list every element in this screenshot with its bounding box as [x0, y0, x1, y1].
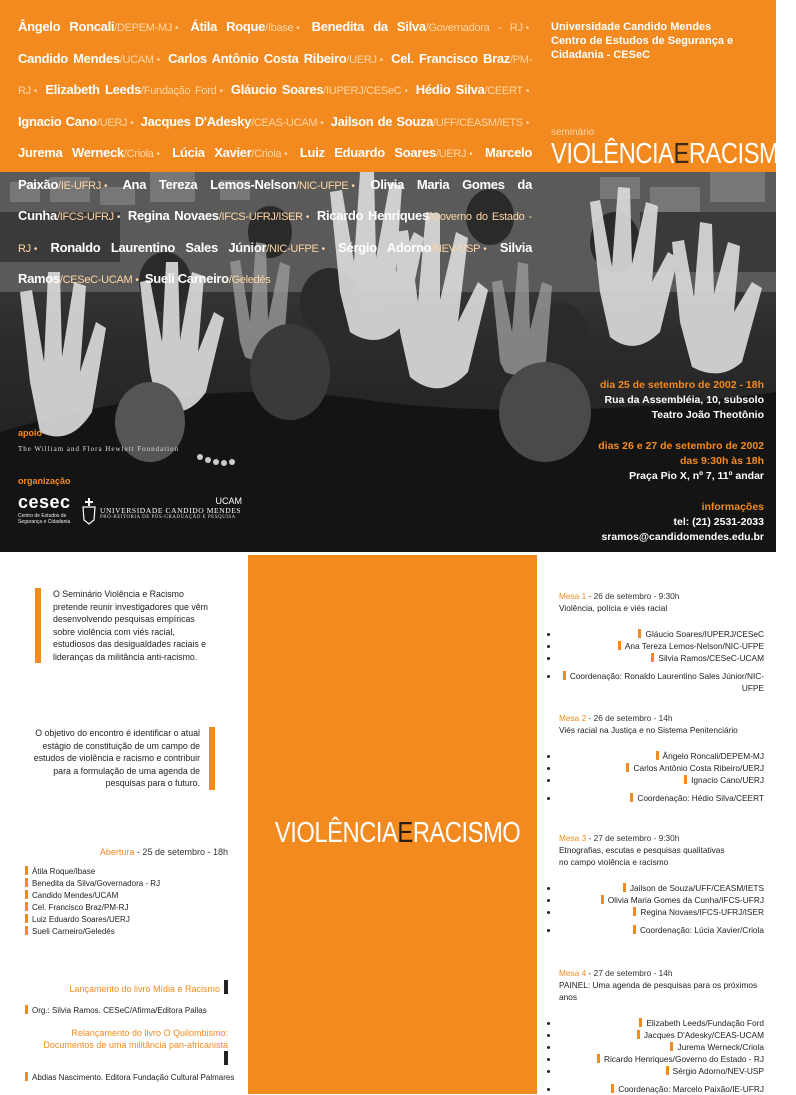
participant-name: Cel. Francisco Braz	[391, 50, 510, 66]
panel-theme: PAINEL: Uma agenda de pesquisas para os próximos anos	[559, 980, 758, 1002]
event-date-2: dias 26 e 27 de setembro de 2002	[598, 440, 764, 452]
orange-bullet	[637, 1030, 640, 1039]
separator: •	[156, 149, 160, 160]
separator: •	[321, 243, 325, 255]
seminar-label: seminário	[551, 127, 595, 138]
participant-affiliation: /Governadora - RJ	[425, 22, 523, 34]
participant-affiliation: /UERJ	[96, 116, 128, 129]
panel-speakers	[559, 882, 764, 918]
orange-bullet	[25, 866, 28, 875]
speaker: • Sérgio Adorno/NEV-USP	[559, 1065, 764, 1077]
separator: •	[525, 117, 529, 129]
participant-affiliation: /Geledés	[228, 274, 271, 286]
panel-heading	[559, 832, 764, 844]
panel-label: Mesa 1	[559, 591, 587, 601]
orange-bullet	[25, 926, 28, 935]
separator: •	[103, 180, 108, 192]
participant-name: Ana Tereza Lemos-Nelson	[122, 176, 297, 192]
speaker: • Ignacio Cano/UERJ	[559, 774, 764, 786]
speaker: • Regina Novaes/IFCS-UFRJ/ISER	[559, 906, 764, 918]
participant-name: Jurema Werneck	[18, 145, 124, 160]
orange-bullet	[656, 751, 659, 760]
participants-list	[18, 12, 532, 296]
participant-affiliation: /UCAM	[119, 53, 154, 66]
participant-affiliation: /IFCS-UFRJ	[56, 211, 114, 223]
speaker: • Ana Tereza Lemos-Nelson/NIC-UFPE	[559, 640, 764, 652]
panel-speakers	[559, 1017, 764, 1077]
list-item: Átila Roque/Ibase	[25, 866, 160, 878]
speaker: • Elizabeth Leeds/Fundação Ford	[559, 1017, 764, 1029]
participant-name: Ricardo Henriques	[316, 208, 429, 223]
participant-affiliation: /Criola	[123, 148, 154, 160]
opening-speakers	[25, 866, 160, 938]
participant-name: Jailson de Souza	[330, 113, 434, 129]
intro-paragraph-2: O objetivo do encontro é identificar o atual estágio de constituição de um campo de estudos de violência e racismo e contribuir para a formulação de uma agenda de pesquisas para o futuro.	[30, 727, 215, 790]
participant-name: Silvia Ramos	[18, 239, 533, 286]
panel-theme: Etnografias, escutas e pesquisas qualitativas	[559, 845, 725, 855]
panel-theme: Viés racial na Justiça e no Sistema Penitenciário	[559, 725, 738, 735]
participant-affiliation: /NEV-USP	[431, 242, 481, 255]
email-address: sramos@candidomendes.edu.br	[601, 531, 764, 543]
orange-bullet	[651, 653, 654, 662]
participant-affiliation: /IUPERJ/CESeC	[323, 85, 402, 97]
separator: •	[320, 117, 324, 129]
participant-affiliation: /PM-RJ	[18, 53, 532, 97]
phone-number: tel: (21) 2531-2033	[673, 516, 764, 528]
book-launch-heading: Lançamento do livro Mídia e Racismo	[60, 980, 228, 994]
participant-name: Candido Mendes	[18, 50, 120, 66]
speaker: • Olivia Maria Gomes da Cunha/IFCS-UFRJ	[559, 894, 764, 906]
center-orange-panel	[248, 555, 537, 1094]
participant-affiliation: /DEPEM-MJ	[114, 22, 173, 34]
panel-coordinator	[559, 670, 764, 694]
orange-bullet	[25, 902, 28, 911]
participant-name: Regina Novaes	[127, 208, 219, 223]
separator: •	[483, 243, 487, 255]
orange-bullet	[684, 775, 687, 784]
speaker: • Jacques D'Adesky/CEAS-UCAM	[559, 1029, 764, 1041]
orange-bullet	[618, 641, 621, 650]
participant-affiliation: /Fundação Ford	[141, 85, 217, 97]
orange-bullet	[563, 671, 566, 680]
list-item: Cel. Francisco Braz/PM-RJ	[25, 902, 160, 914]
panel-heading	[559, 967, 764, 979]
separator: •	[404, 86, 408, 97]
panel-heading	[559, 590, 764, 602]
orange-bullet	[639, 1018, 642, 1027]
orange-bullet	[601, 895, 604, 904]
list-item: Sueli Carneiro/Geledés	[25, 926, 160, 938]
panel-speakers	[559, 628, 764, 664]
event-date-1: dia 25 de setembro de 2002 - 18h	[600, 379, 764, 391]
participant-name: Lúcia Xavier	[172, 145, 252, 160]
ucam-logo: UCAM UNIVERSIDADE CANDIDO MENDES PRÓ-REITORIA DE PÓS-GRADUAÇÃO E PESQUISA	[82, 496, 242, 520]
speaker: • Jurema Werneck/Criola	[559, 1041, 764, 1053]
participant-affiliation: /UERJ	[346, 53, 377, 66]
speaker: • Ângelo Roncali/DEPEM-MJ	[559, 750, 764, 762]
speaker: • Jailson de Souza/UFF/CEASM/IETS	[559, 882, 764, 894]
separator: •	[525, 23, 529, 34]
panel-label: Mesa 2	[559, 713, 587, 723]
participant-name: Sueli Carneiro	[144, 271, 229, 286]
event-venue-1: Teatro João Theotônio	[651, 409, 764, 421]
speaker: • Carlos Antônio Costa Ribeiro/UERJ	[559, 762, 764, 774]
participant-name: Hédio Silva	[415, 82, 485, 97]
event-time-2: das 9:30h às 18h	[679, 455, 764, 467]
coordinator: • Coordenação: Ronaldo Laurentino Sales Júnior/NIC-UFPE	[559, 670, 764, 694]
speaker: • Ricardo Henriques/Governo do Estado - RJ	[559, 1053, 764, 1065]
separator: •	[219, 86, 223, 97]
separator: •	[351, 180, 355, 192]
participant-name: Elizabeth Leeds	[45, 82, 142, 97]
panel-label: Mesa 3	[559, 833, 587, 843]
coordinator: • Coordenação: Marcelo Paixão/IE-UFRJ	[559, 1083, 764, 1095]
orange-bullet	[597, 1054, 600, 1063]
orange-bullet	[623, 883, 626, 892]
participant-affiliation: /NIC-UFPE	[296, 179, 349, 192]
list-item: Luiz Eduardo Soares/UERJ	[25, 914, 160, 926]
participant-name: Luiz Eduardo Soares	[299, 145, 436, 160]
event-address-2: Praça Pio X, nº 7, 11º andar	[629, 470, 764, 482]
separator: •	[469, 149, 473, 160]
panel-3	[559, 832, 764, 936]
participant-affiliation: /IFCS-UFRJ/ISER	[218, 211, 303, 223]
panel-2	[559, 712, 764, 804]
seminar-title-center: VIOLÊNCIAERACISMO	[274, 817, 521, 849]
participant-affiliation: /UERJ	[435, 148, 467, 160]
list-item: Candido Mendes/UCAM	[25, 890, 160, 902]
separator: •	[135, 275, 139, 286]
separator: •	[33, 86, 38, 97]
separator: •	[130, 117, 134, 129]
participant-affiliation: /UFF/CEASM/IETS	[433, 116, 523, 129]
speaker: • Silvia Ramos/CESeC-UCAM	[559, 652, 764, 664]
panel-time: - 27 de setembro - 9:30h	[586, 833, 680, 843]
orange-bullet	[25, 1005, 28, 1014]
participant-affiliation: /Criola	[251, 148, 282, 160]
orange-bullet	[25, 878, 28, 887]
ucam-crest-icon	[82, 498, 96, 524]
panel-theme: Violência, polícia e viés racial	[559, 603, 668, 613]
participant-name: Benedita da Silva	[311, 19, 426, 34]
list-item: Org.: Silvia Ramos. CESeC/Afirma/Editora Pallas	[25, 1005, 207, 1017]
support-label: apoio	[18, 428, 42, 438]
panel-label: Mesa 4	[559, 968, 587, 978]
orange-bullet	[633, 925, 636, 934]
panel-speakers	[559, 750, 764, 786]
seminar-title: VIOLÊNCIAERACISMO	[551, 138, 796, 170]
participant-name: Ronaldo Laurentino Sales Júnior	[50, 239, 267, 255]
orange-bullet	[638, 629, 641, 638]
opening-heading: Abertura - 25 de setembro - 18h	[99, 847, 228, 857]
participant-affiliation: /IE-UFRJ	[58, 179, 101, 192]
intro-paragraph-1: O Seminário Violência e Racismo pretende reunir investigadores que vêm desenvolvendo pesquisas empíricas sobre violência com viés racial, estudiosos das desigualdades raciais e lideranças da militância anti-racismo.	[35, 588, 215, 663]
separator: •	[116, 212, 121, 223]
list-item: Benedita da Silva/Governadora - RJ	[25, 878, 160, 890]
speaker: • Gláucio Soares/IUPERJ/CESeC	[559, 628, 764, 640]
orange-bullet	[630, 793, 633, 802]
separator: •	[175, 23, 179, 34]
participant-affiliation: /CESeC-UCAM	[59, 274, 133, 286]
organization-label: organização	[18, 476, 71, 486]
info-label: informações	[701, 501, 764, 513]
orange-bullet	[25, 890, 28, 899]
separator: •	[33, 243, 38, 255]
participant-affiliation: /Ibase	[265, 22, 294, 34]
participant-name: Marcelo Paixão	[18, 145, 532, 192]
panel-theme: no campo violência e racismo	[559, 857, 669, 867]
participant-name: Olivia Maria Gomes da Cunha	[18, 176, 532, 223]
panel-1	[559, 590, 764, 694]
orange-bullet	[633, 907, 636, 916]
book-launch-credits	[25, 1005, 207, 1017]
participant-affiliation: /Governo do Estado - RJ	[18, 211, 533, 255]
participant-name: Ignacio Cano	[18, 113, 97, 129]
participant-affiliation: /NIC-UFPE	[266, 242, 319, 255]
orange-bullet	[25, 914, 28, 923]
participant-name: Carlos Antônio Costa Ribeiro	[168, 50, 347, 66]
orange-bullet	[666, 1066, 669, 1075]
cesec-logo: cesec Centro de Estudos de Segurança e Cidadania	[18, 492, 71, 525]
coordinator: • Coordenação: Hédio Silva/CEERT	[559, 792, 764, 804]
list-item: Abdias Nascimento. Editora Fundação Cultural Palmares	[25, 1072, 234, 1084]
book-relaunch-credits	[25, 1072, 234, 1084]
panel-coordinator	[559, 1083, 764, 1095]
separator: •	[379, 54, 383, 66]
event-address-1: Rua da Assembléia, 10, subsolo	[604, 394, 764, 406]
coordinator: • Coordenação: Lúcia Xavier/Criola	[559, 924, 764, 936]
orange-bullet	[626, 763, 629, 772]
event-info	[524, 378, 764, 545]
center-name: Centro de Estudos de Segurança e Cidadania - CESeC	[551, 35, 734, 61]
panel-time: - 27 de setembro - 14h	[586, 968, 673, 978]
separator: •	[156, 54, 160, 66]
hewlett-foundation-logo: The William and Flora Hewlett Foundation	[18, 445, 180, 453]
orange-bullet	[670, 1042, 673, 1051]
participant-affiliation: /CEAS-UCAM	[251, 116, 318, 129]
panel-heading	[559, 712, 764, 724]
participant-name: Jacques D'Adesky	[140, 113, 252, 129]
participant-affiliation: /CEERT	[484, 85, 523, 97]
institution-name: Universidade Candido Mendes	[551, 21, 712, 33]
participant-name: Gláucio Soares	[230, 82, 324, 97]
separator: •	[296, 23, 300, 34]
panel-time: - 26 de setembro - 9:30h	[586, 591, 680, 601]
orange-bullet	[611, 1084, 614, 1093]
participant-name: Sérgio Adorno	[338, 239, 432, 255]
panel-time: - 26 de setembro - 14h	[586, 713, 673, 723]
participant-name: Ângelo Roncali	[18, 19, 115, 34]
separator: •	[284, 149, 288, 160]
panel-coordinator	[559, 924, 764, 936]
panel-4	[559, 967, 764, 1095]
panel-coordinator	[559, 792, 764, 804]
separator: •	[305, 212, 310, 223]
institution-block	[551, 20, 771, 62]
orange-bullet	[25, 1072, 28, 1081]
separator: •	[525, 86, 530, 97]
book-relaunch-heading: Relançamento do livro O Quilombismo: Documentos de uma militância pan-africanista	[40, 1027, 228, 1066]
participant-name: Átila Roque	[190, 19, 266, 34]
